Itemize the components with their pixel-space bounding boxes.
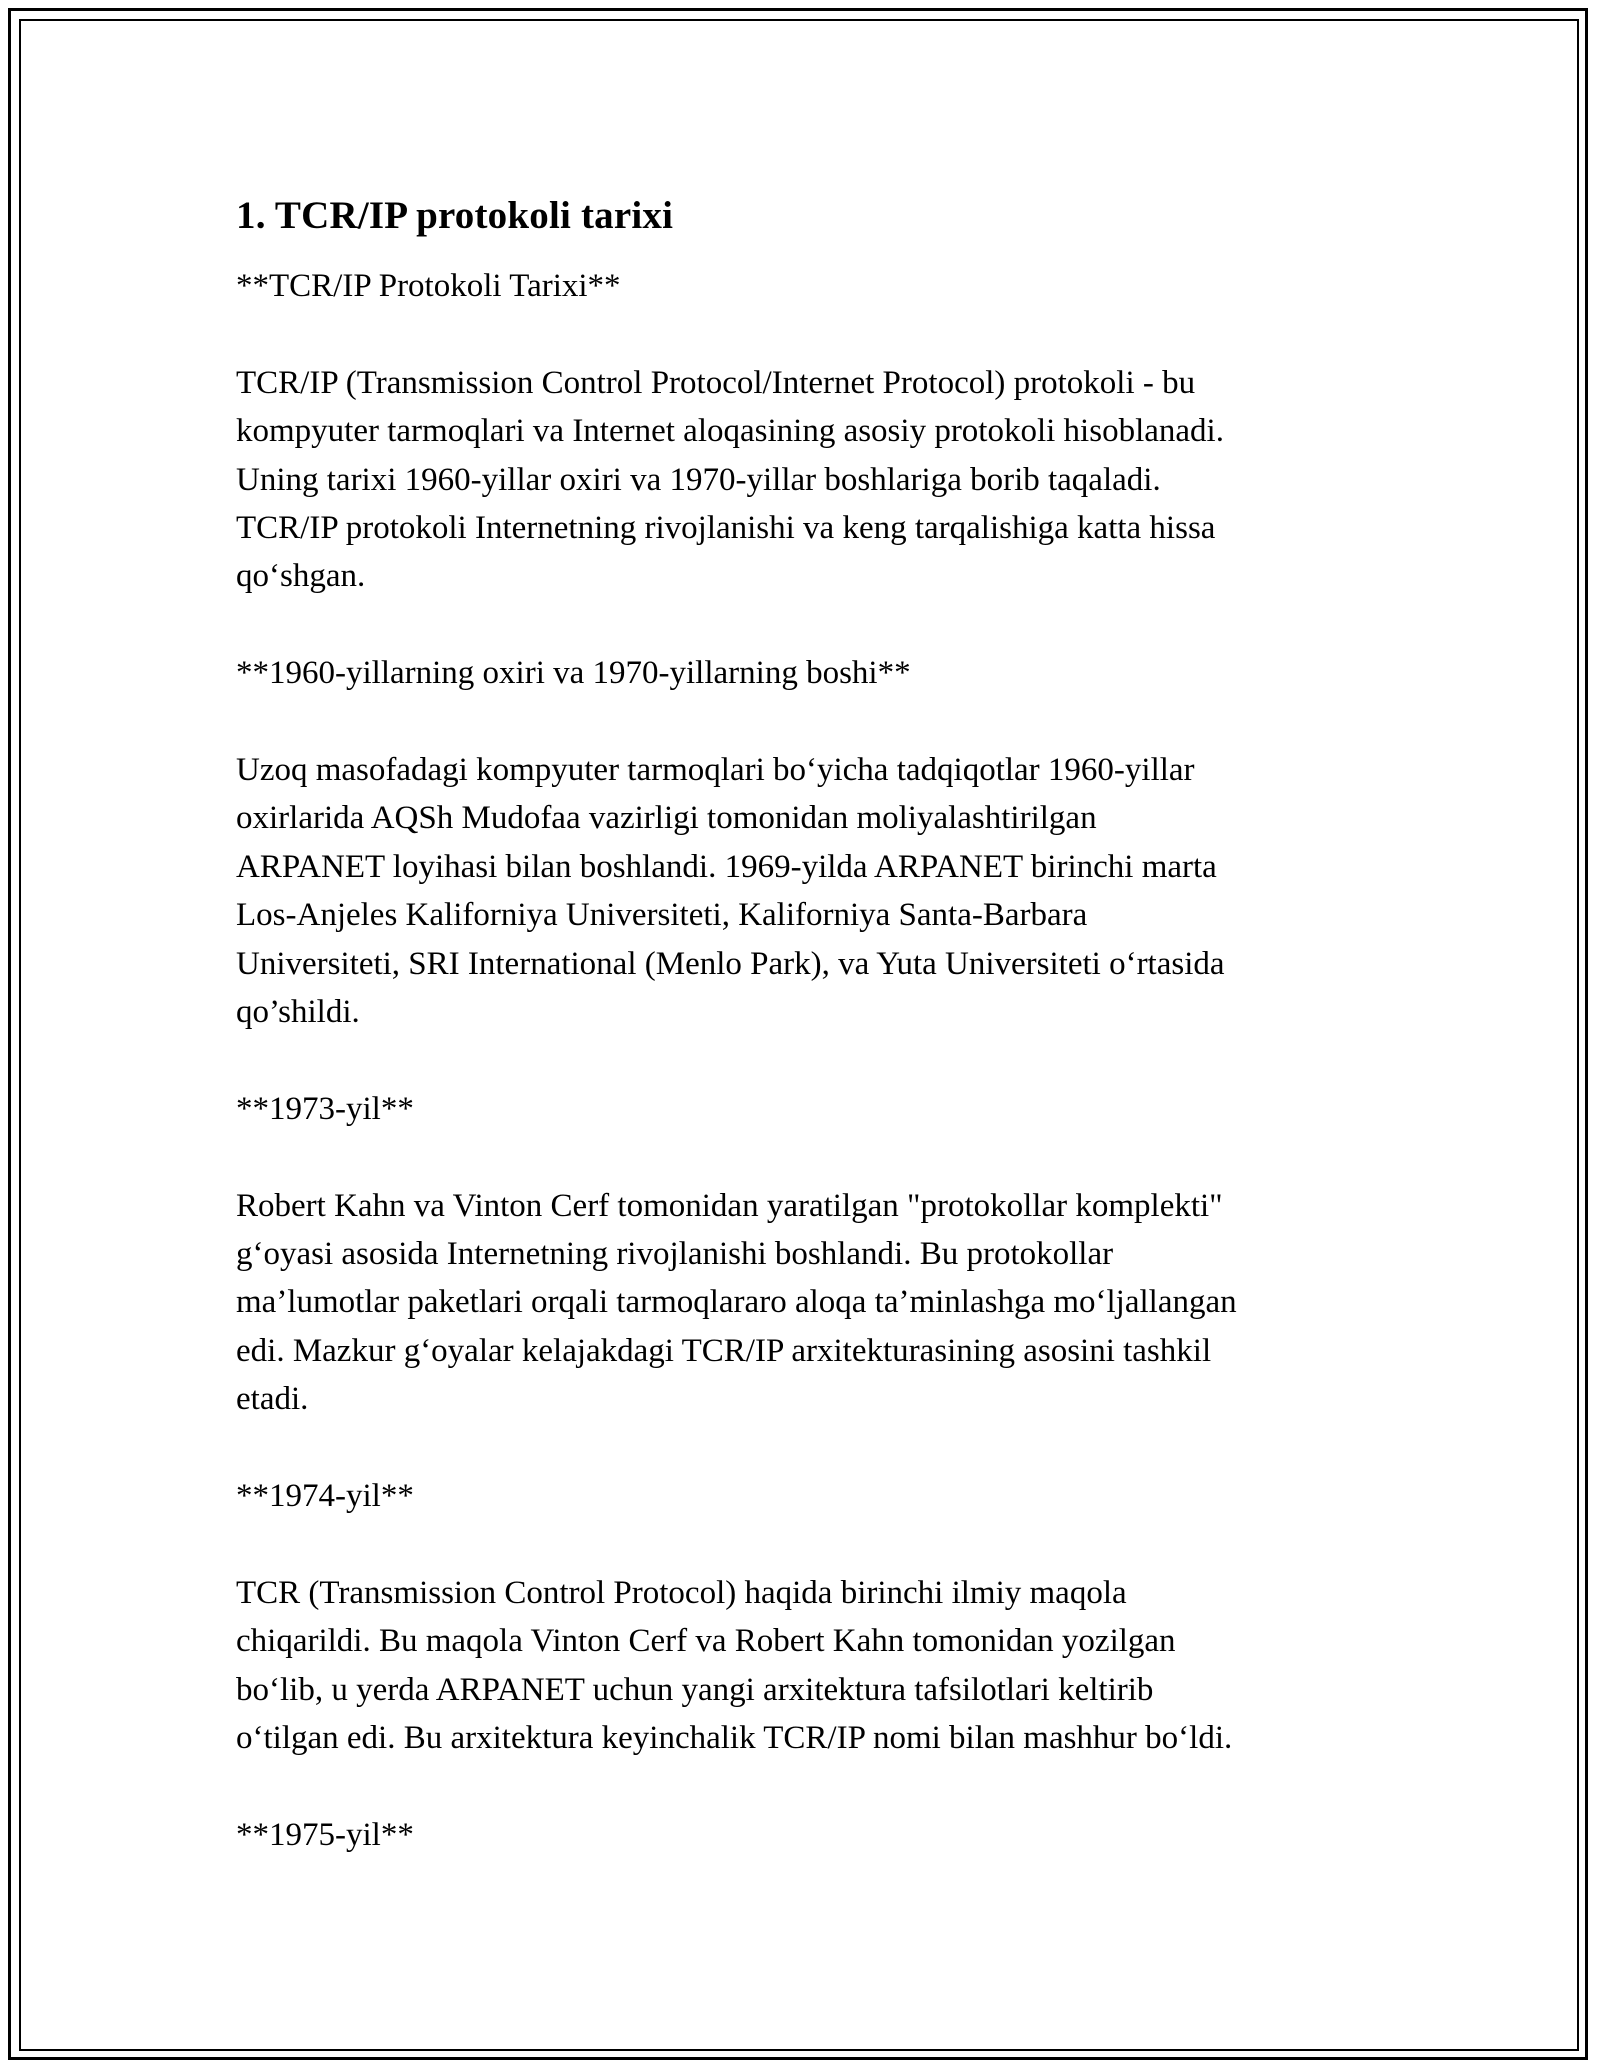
document-title: 1. TCR/IP protokoli tarixi	[236, 194, 674, 237]
paragraph-intro: TCR/IP (Transmission Control Protocol/Internet Protocol) protokoli - bu kompyuter tarmoqlari va Internet aloqasining asosiy protokoli hisoblanadi. Uning tarixi 1960-yillar oxiri va 1970-yillar boshlariga borib taqaladi. TCR/IP protokoli Internetning rivojlanishi va keng tarqalishiga katta hissa qo‘shgan.	[236, 364, 1224, 595]
paragraph-heading-1960s: **1960-yillarning oxiri va 1970-yillarning boshi**	[236, 655, 911, 692]
document-body	[236, 188, 1366, 1859]
paragraph-1974: TCR (Transmission Control Protocol) haqida birinchi ilmiy maqola chiqarildi. Bu maqola Vinton Cerf va Robert Kahn tomonidan yozilgan bo‘lib, u yerda ARPANET uchun yangi arxitektura tafsilotlari keltirib o‘tilgan edi. Bu arxitektura keyinchalik TCR/IP nomi bilan mashhur bo‘ldi.	[236, 1574, 1233, 1757]
paragraph-heading-1975: **1975-yil**	[236, 1816, 414, 1853]
paragraph-heading-1973: **1973-yil**	[236, 1090, 414, 1127]
paragraph-1973: Robert Kahn va Vinton Cerf tomonidan yaratilgan "protokollar komplekti" g‘oyasi asosida Internetning rivojlanishi boshlandi. Bu protokollar ma’lumotlar paketlari orqali tarmoqlararo aloqa ta’minlashga mo‘ljallangan edi. Mazkur g‘oyalar kelajakdagi TCR/IP arxitekturasining asosini tashkil etadi.	[236, 1187, 1237, 1418]
paragraph-1960s: Uzoq masofadagi kompyuter tarmoqlari bo‘yicha tadqiqotlar 1960-yillar oxirlarida AQSh Mudofaa vazirligi tomonidan moliyalashtirilgan ARPANET loyihasi bilan boshlandi. 1969-yilda ARPANET birinchi marta Los-Anjeles Kaliforniya Universiteti, Kaliforniya Santa-Barbara Universiteti, SRI International (Menlo Park), va Yuta Universiteti o‘rtasida qo’shildi.	[236, 752, 1225, 1031]
paragraph-heading-1974: **1974-yil**	[236, 1478, 414, 1515]
paragraph-heading-history: **TCR/IP Protokoli Tarixi**	[236, 268, 621, 304]
